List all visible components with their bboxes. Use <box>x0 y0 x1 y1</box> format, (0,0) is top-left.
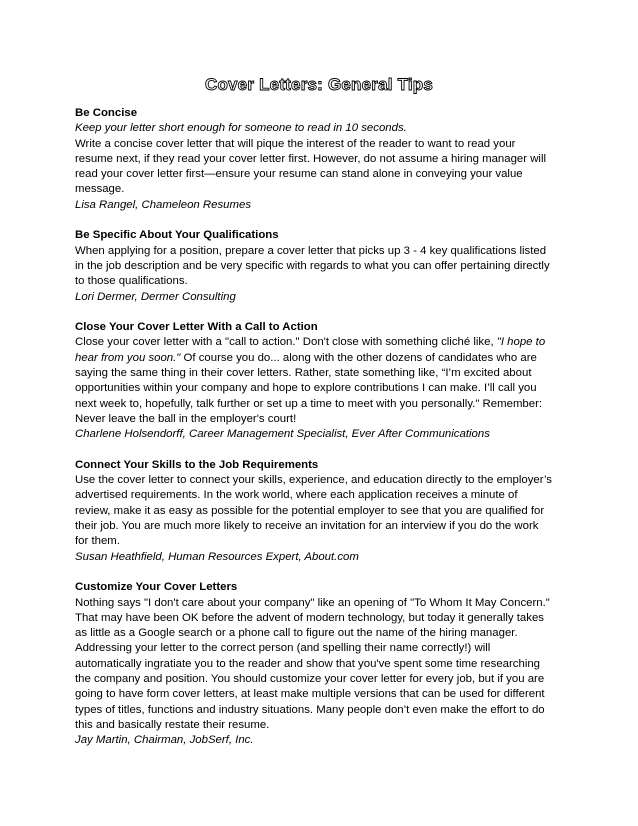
section-heading: Connect Your Skills to the Job Requirements <box>75 458 319 471</box>
body-line <box>75 121 575 136</box>
body-text: read your cover letter first—ensure your resume can stand alone in conveying your value <box>75 168 523 181</box>
body-line <box>75 290 575 305</box>
body-text: advertised requirements. In the work world, where each application receives a minute of <box>75 489 518 502</box>
body-text: going to have form cover letters, at least make multiple versions that can be used for different <box>75 688 545 701</box>
section-heading: Be Concise <box>75 107 138 119</box>
body-text: message. <box>75 183 125 196</box>
body-line <box>75 427 575 442</box>
body-text: saying the same thing in their cover letters. Rather, state something like, “I’m excited about <box>75 367 532 380</box>
tip-section <box>75 228 575 304</box>
body-line <box>75 488 575 503</box>
body-line <box>75 596 575 611</box>
italic-text: Lisa Rangel, Chameleon Resumes <box>75 198 252 211</box>
body-text: opportunities within your company and hope to explore contributions I can make. I’ll call you <box>75 382 537 395</box>
body-text: next week to, hopefully, talk further or set up a time to meet with you personally." Remember: <box>75 397 543 410</box>
body-line <box>75 244 575 259</box>
body-text: resume next, if they read your cover letter first. However, do not assume a hiring manager will <box>75 152 547 165</box>
tip-section <box>75 458 575 565</box>
body-line <box>75 626 575 641</box>
body-text: this and basically restate their resume. <box>75 718 270 731</box>
body-line <box>75 182 575 197</box>
italic-text: hear from you soon." <box>75 351 181 364</box>
body-text: their job. You are much more likely to receive an invitation for an interview if you do the work <box>75 520 539 533</box>
body-text: to those qualifications. <box>75 275 188 288</box>
section-heading: Customize Your Cover Letters <box>75 581 238 594</box>
body-text: for them. <box>75 535 120 548</box>
body-line <box>75 167 575 182</box>
body-line <box>75 259 575 274</box>
body-line <box>75 504 575 519</box>
body-text: types of titles, functions and industry situations. Many people don’t even make the effort to do <box>75 703 545 716</box>
body-line <box>75 335 575 350</box>
body-text: Never leave the ball in the employer's court! <box>75 412 297 425</box>
document-title: Cover Letters: General Tips <box>204 75 434 94</box>
body-line <box>75 718 575 733</box>
italic-text: Jay Martin, Chairman, JobSerf, Inc. <box>75 734 254 747</box>
body-line <box>75 703 575 718</box>
body-line <box>75 672 575 687</box>
body-line <box>75 733 575 748</box>
body-text: That may have been OK before the advent of modern technology, but today it generally takes <box>75 611 544 624</box>
body-line <box>75 397 575 412</box>
italic-text: "I hope to <box>496 336 546 349</box>
body-line <box>75 657 575 672</box>
italic-text: Lori Dermer, Dermer Consulting <box>75 290 236 303</box>
body-text: Use the cover letter to connect your skills, experience, and education directly to the employer’s <box>75 474 552 487</box>
tip-section <box>75 320 575 442</box>
body-text: in the job description and be very specific with regards to what you can offer pertaining directly <box>75 259 550 272</box>
tip-section <box>75 106 575 213</box>
body-line <box>75 198 575 213</box>
body-text: the company and position. You should customize your cover letter for every job, but if you are <box>75 672 545 685</box>
body-text: Of course you do... along with the other dozens of candidates who are <box>180 351 537 364</box>
body-text: review, make it as easy as possible for the potential employer to see that you are qualified for <box>75 504 545 517</box>
body-text: Close your cover letter with a "call to action." Don't close with something cliché like, <box>75 336 497 349</box>
document-body <box>75 106 575 764</box>
body-line <box>75 152 575 167</box>
body-line <box>75 519 575 534</box>
body-line <box>75 687 575 702</box>
section-heading: Close Your Cover Letter With a Call to Action <box>75 321 318 334</box>
italic-text: Keep your letter short enough for someone to read in 10 seconds. <box>75 122 407 135</box>
body-text: Write a concise cover letter that will pique the interest of the reader to want to read your <box>75 137 516 150</box>
italic-text: Susan Heathfield, Human Resources Expert, About.com <box>75 550 359 563</box>
italic-text: Charlene Holsendorff, Career Management Specialist, Ever After Communications <box>75 428 490 441</box>
body-text: When applying for a position, prepare a cover letter that picks up 3 - 4 key qualifications listed <box>75 244 547 257</box>
body-line <box>75 550 575 565</box>
body-line <box>75 351 575 366</box>
body-line <box>75 366 575 381</box>
body-text: Addressing your letter to the correct person (and spelling their name correctly!) will <box>75 642 491 655</box>
body-line <box>75 534 575 549</box>
body-text: as little as a Google search or a phone call to figure out the name of the hiring manager. <box>75 627 518 640</box>
body-line <box>75 412 575 427</box>
tip-section <box>75 580 575 748</box>
body-line <box>75 641 575 656</box>
body-line <box>75 611 575 626</box>
body-line <box>75 473 575 488</box>
body-text: Nothing says "I don't care about your company" like an opening of "To Whom It May Concern." <box>75 596 550 609</box>
body-text: automatically ingratiate you to the reader and show that you've spent some time researching <box>75 657 541 670</box>
section-heading: Be Specific About Your Qualifications <box>75 229 279 242</box>
body-line <box>75 274 575 289</box>
body-line <box>75 381 575 396</box>
body-line <box>75 137 575 152</box>
